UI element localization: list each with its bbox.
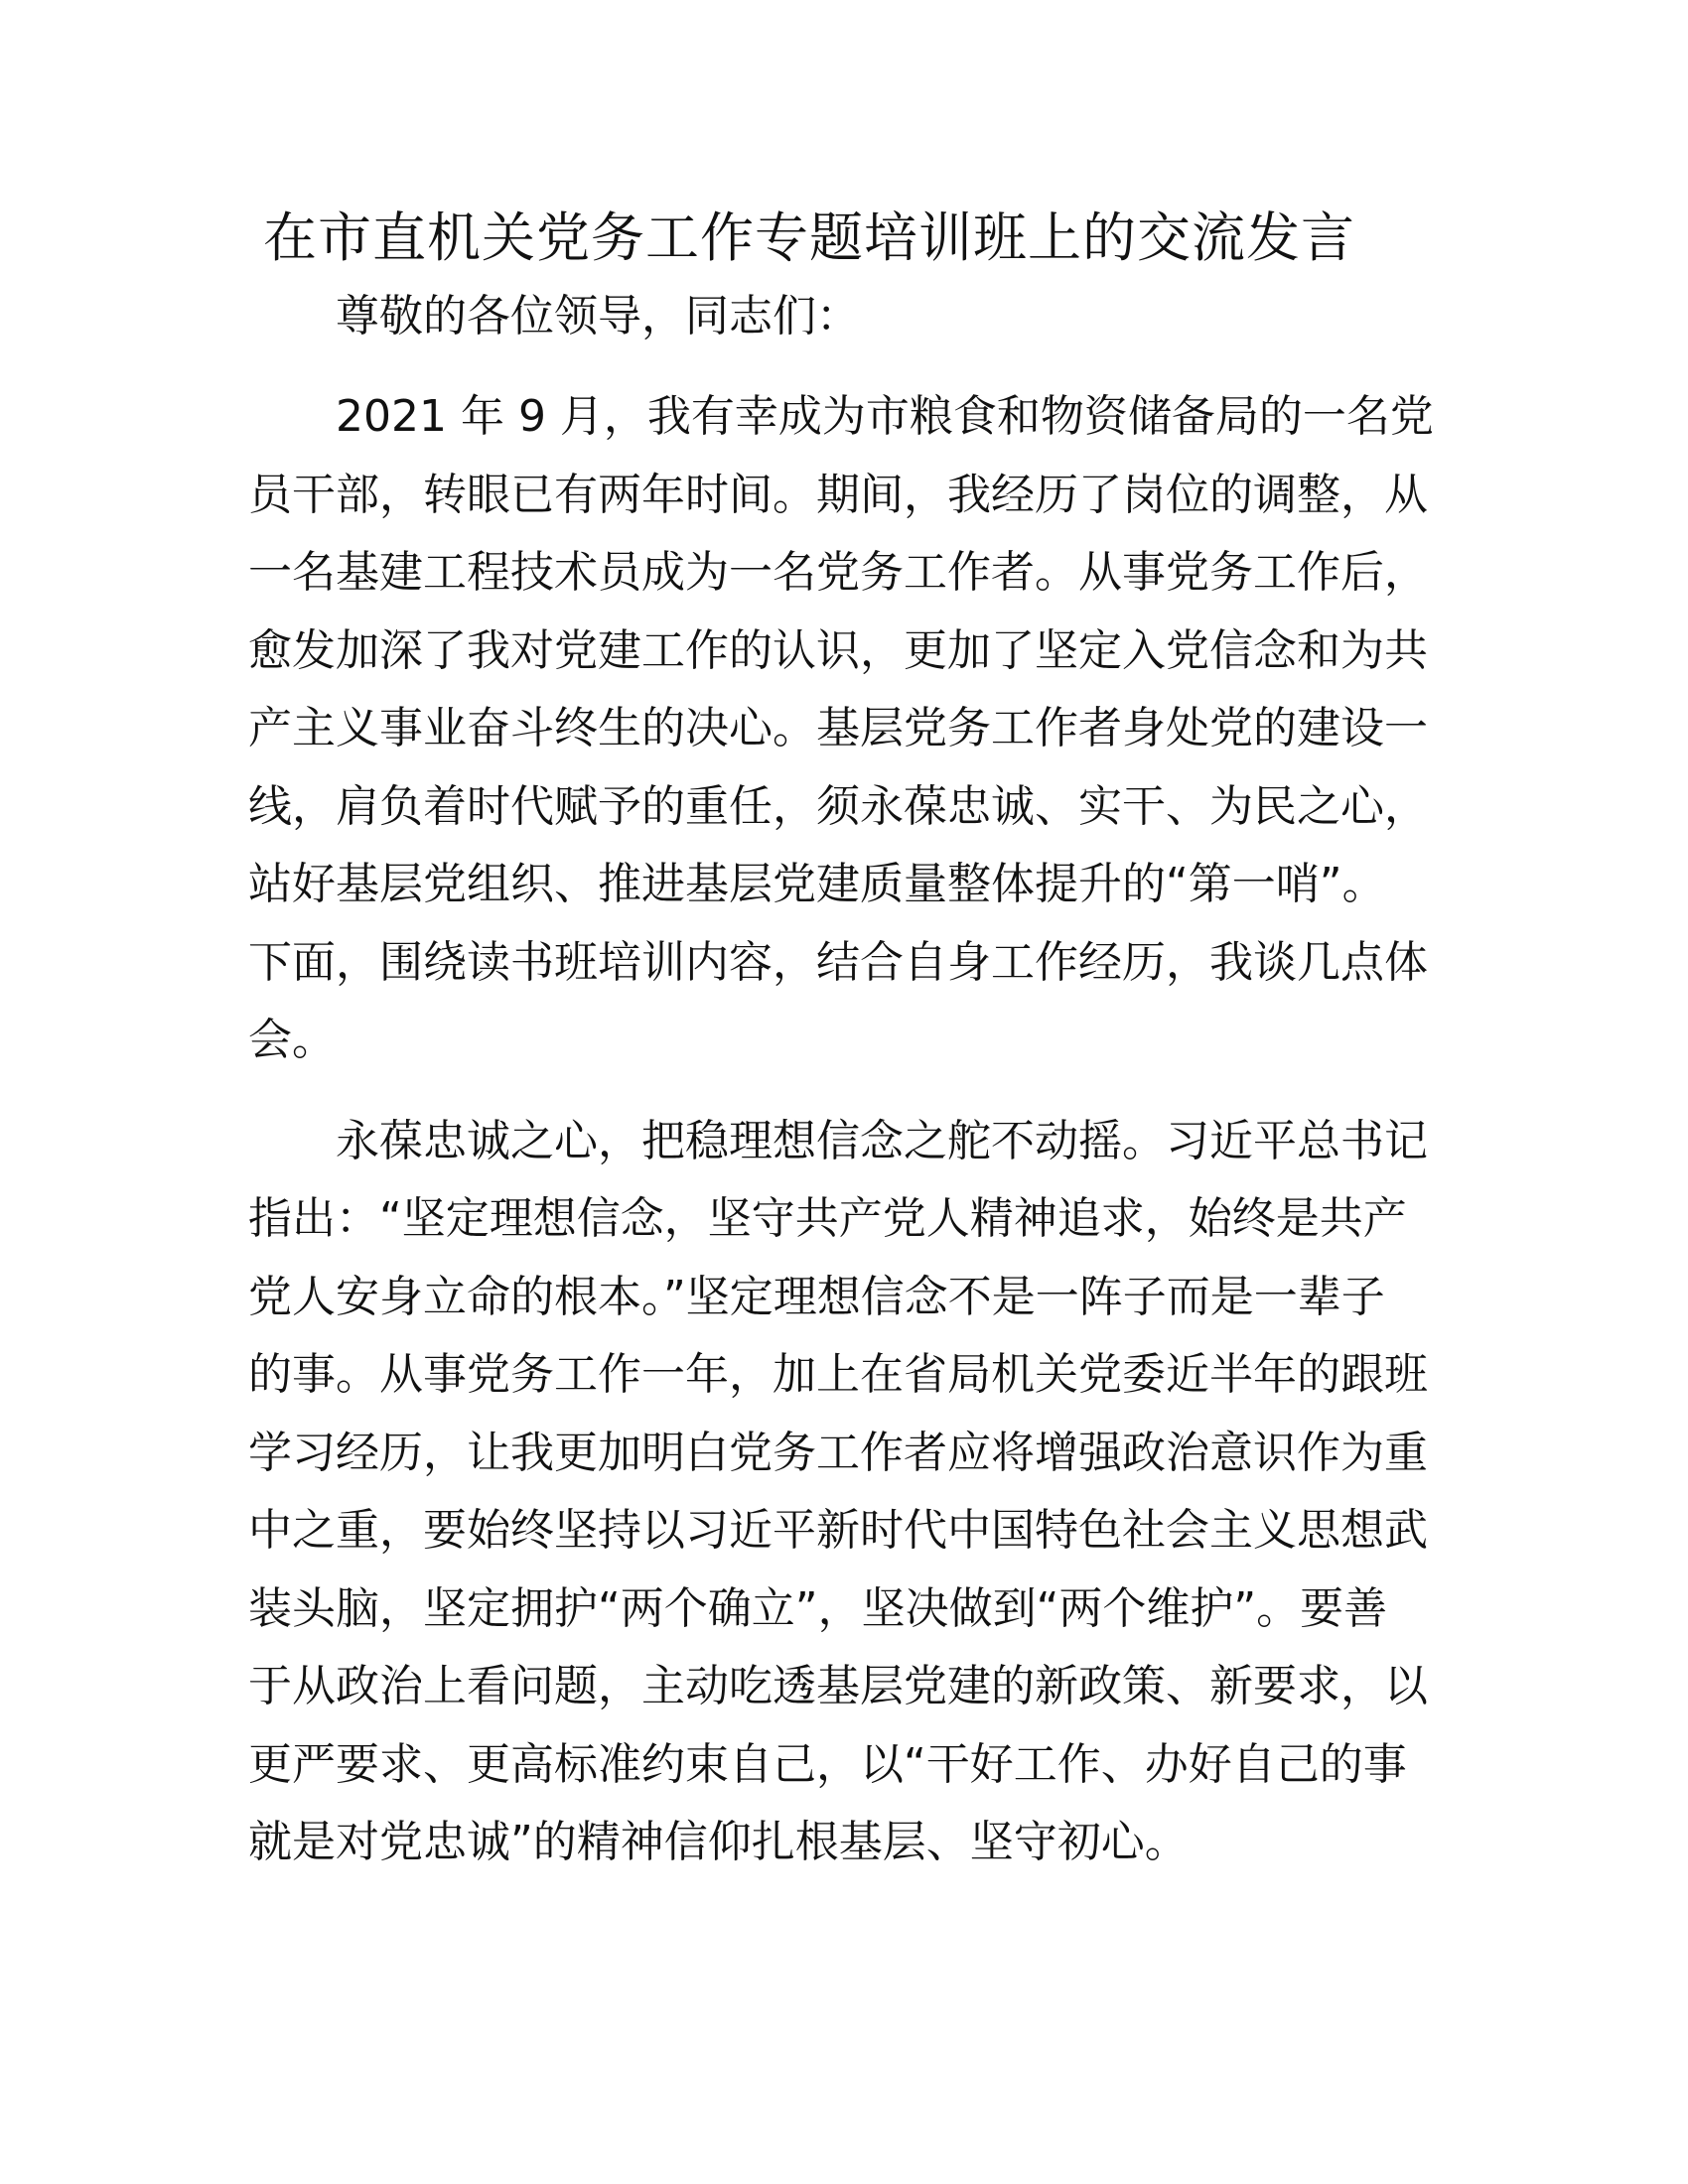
paragraph-2 xyxy=(248,1103,1440,1882)
paragraph-line: 愈发加深了我对党建工作的认识，更加了坚定入党信念和为共 xyxy=(248,624,1428,676)
paragraph-line: 于从政治上看问题，主动吃透基层党建的新政策、新要求，以 xyxy=(248,1661,1428,1711)
salutation: 尊敬的各位领导，同志们： xyxy=(336,291,860,341)
paragraph-line: 学习经历，让我更加明白党务工作者应将增强政治意识作为重 xyxy=(248,1427,1428,1478)
paragraph-line: 2021 年 9 月，我有幸成为市粮食和物资储备局的一名党 xyxy=(336,391,1434,442)
paragraph-line: 装头脑，坚定拥护“两个确立”，坚决做到“两个维护”。要善 xyxy=(248,1582,1388,1634)
paragraph-line: 党人安身立命的根本。”坚定理想信念不是一阵子而是一辈子 xyxy=(248,1271,1385,1322)
paragraph-1 xyxy=(248,378,1440,1080)
paragraph-line: 会。 xyxy=(248,1015,336,1065)
document-title: 在市直机关党务工作专题培训班上的交流发言 xyxy=(263,206,1355,269)
paragraph-line: 就是对党忠诚”的精神信仰扎根基层、坚守初心。 xyxy=(248,1817,1189,1867)
paragraph-line: 永葆忠诚之心，把稳理想信念之舵不动摇。习近平总书记 xyxy=(336,1115,1428,1166)
paragraph-line: 一名基建工程技术员成为一名党务工作者。从事党务工作后， xyxy=(248,547,1428,598)
paragraph-line: 的事。从事党务工作一年，加上在省局机关党委近半年的跟班 xyxy=(248,1349,1428,1400)
paragraph-line: 中之重，要始终坚持以习近平新时代中国特色社会主义思想武 xyxy=(248,1505,1428,1556)
paragraph-line: 员干部，转眼已有两年时间。期间，我经历了岗位的调整，从 xyxy=(248,469,1428,520)
document-page xyxy=(248,199,1440,1882)
paragraph-line: 线，肩负着时代赋予的重任，须永葆忠诚、实干、为民之心， xyxy=(248,780,1428,832)
paragraph-line: 下面，围绕读书班培训内容，结合自身工作经历，我谈几点体 xyxy=(248,936,1428,988)
paragraph-line: 更严要求、更高标准约束自己，以“干好工作、办好自己的事 xyxy=(248,1738,1407,1790)
paragraph-line: 产主义事业奋斗终生的决心。基层党务工作者身处党的建设一 xyxy=(248,703,1428,753)
paragraph-line: 指出：“坚定理想信念，坚守共产党人精神追求，始终是共产 xyxy=(248,1193,1407,1244)
paragraph-line: 站好基层党组织、推进基层党建质量整体提升的“第一哨”。 xyxy=(248,859,1386,909)
